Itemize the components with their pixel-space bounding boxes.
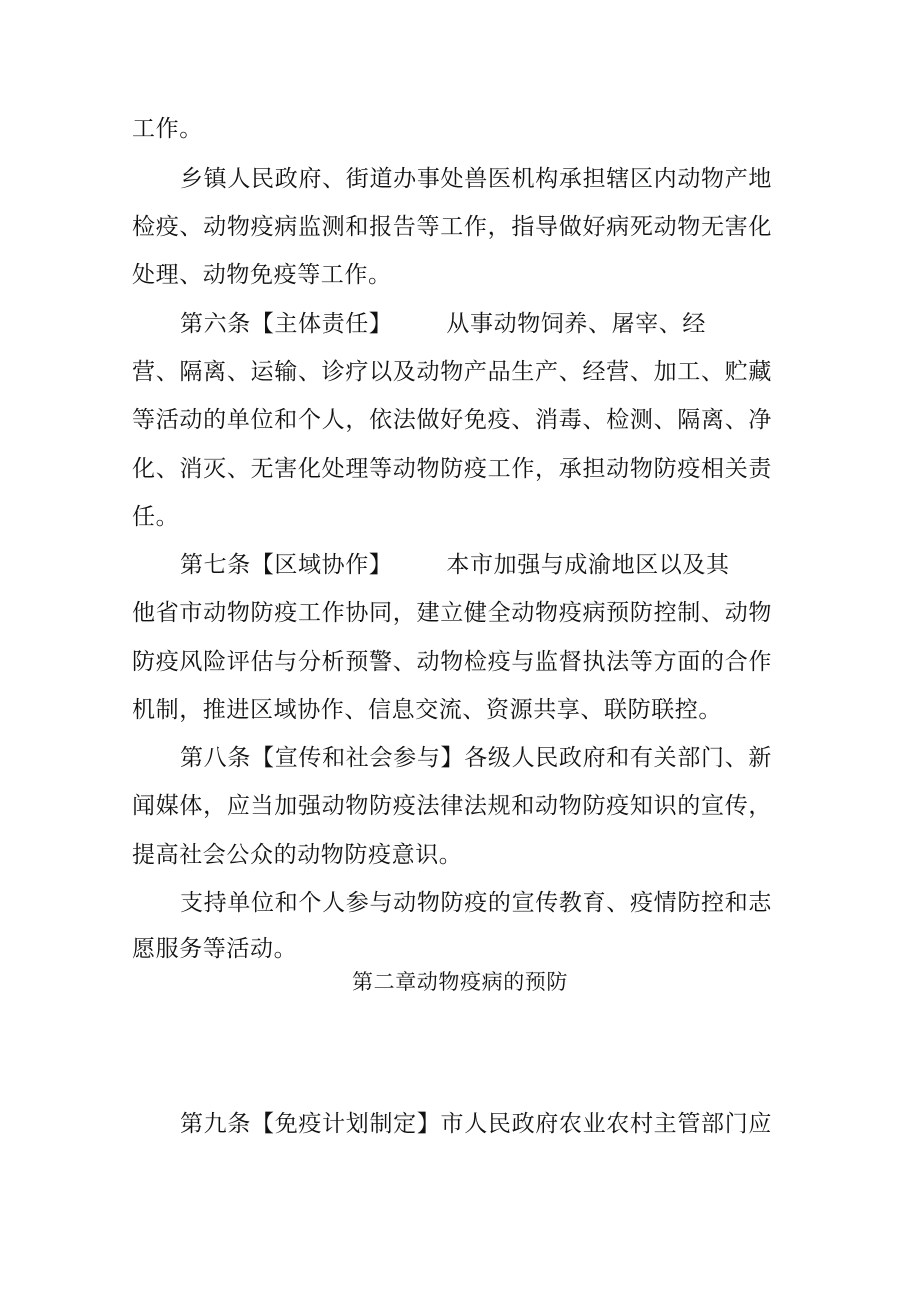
- article-6-heading: 第六条【主体责任】: [180, 311, 393, 337]
- paragraph-line: 等活动的单位和个人，依法做好免疫、消毒、检测、隔离、净: [132, 407, 772, 433]
- paragraph-line: 营、隔离、运输、诊疗以及动物产品生产、经营、加工、贮藏: [132, 359, 772, 385]
- chapter-heading: 第二章动物疫病的预防: [352, 970, 568, 994]
- article-7-text: 本市加强与成渝地区以及其: [446, 552, 730, 578]
- paragraph-line: 检疫、动物疫病监测和报告等工作，指导做好病死动物无害化: [132, 214, 772, 240]
- article-6-text: 从事动物饲养、屠宰、经: [446, 311, 707, 337]
- paragraph-line: 他省市动物防疫工作协同，建立健全动物疫病预防控制、动物: [132, 600, 772, 626]
- paragraph-line: 工作。: [132, 116, 203, 142]
- article-9-first-line: 第九条【免疫计划制定】市人民政府农业农村主管部门应: [180, 1111, 772, 1137]
- paragraph-line: 机制，推进区域协作、信息交流、资源共享、联防联控。: [132, 697, 722, 723]
- paragraph-line: 防疫风险评估与分析预警、动物检疫与监督执法等方面的合作: [132, 649, 772, 675]
- paragraph-line: 化、消灭、无害化处理等动物防疫工作，承担动物防疫相关责: [132, 456, 772, 482]
- paragraph-line: 闻媒体，应当加强动物防疫法律法规和动物防疫知识的宣传，: [132, 793, 772, 819]
- article-7-first-line: [180, 549, 772, 581]
- article-8-first-line: 第八条【宣传和社会参与】各级人民政府和有关部门、新: [180, 745, 772, 771]
- paragraph-line: 愿服务等活动。: [132, 936, 298, 962]
- article-6-first-line: [180, 308, 772, 340]
- paragraph-line: 处理、动物免疫等工作。: [132, 262, 392, 288]
- paragraph-line: 提高社会公众的动物防疫意识。: [132, 842, 463, 868]
- paragraph-line: 乡镇人民政府、街道办事处兽医机构承担辖区内动物产地: [180, 166, 772, 192]
- article-7-heading: 第七条【区域协作】: [180, 552, 393, 578]
- paragraph-line: 支持单位和个人参与动物防疫的宣传教育、疫情防控和志: [180, 890, 772, 916]
- paragraph-line: 任。: [132, 504, 180, 530]
